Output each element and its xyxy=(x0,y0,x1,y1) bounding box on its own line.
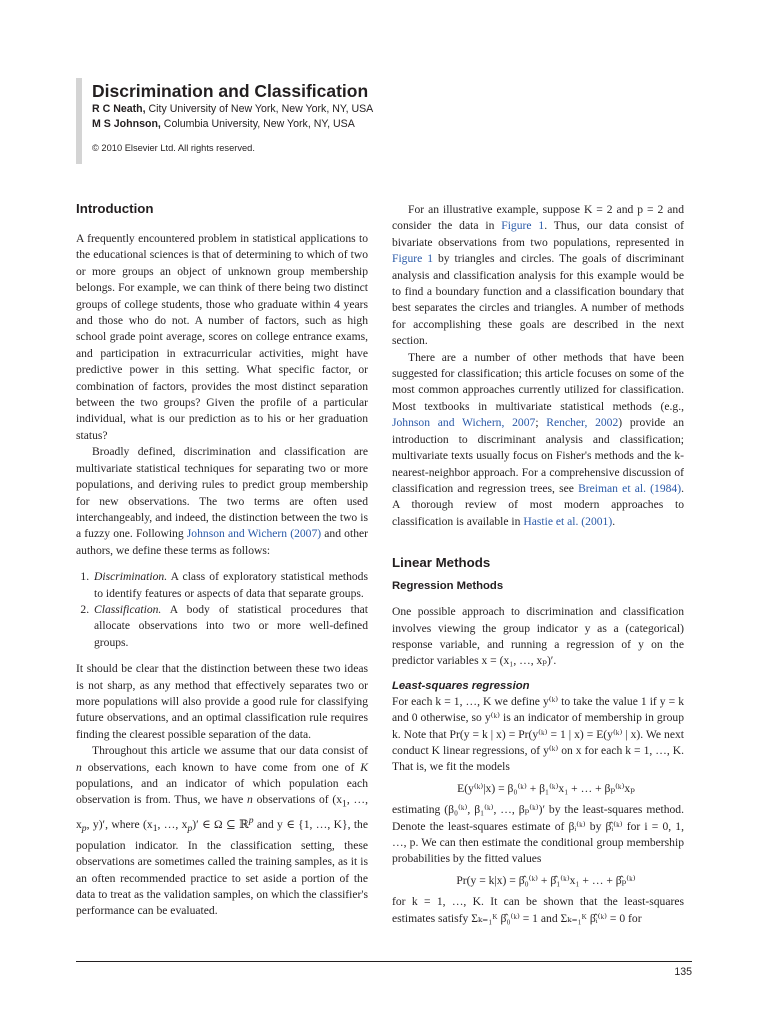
equation: E(y⁽ᵏ⁾|x) = β₀⁽ᵏ⁾ + β₁⁽ᵏ⁾x₁ + … + βₚ⁽ᵏ⁾xₚ xyxy=(457,781,635,795)
page-number: 135 xyxy=(674,966,692,978)
author-affiliation: City University of New York, New York, NY, USA xyxy=(145,103,374,115)
list-item xyxy=(92,602,368,651)
figure-link[interactable]: Figure 1 xyxy=(501,219,545,233)
paragraph: A frequently encountered problem in statistical applications to the educational sciences is that of determining to which of two or more groups an object of unknown group membership belongs. For example, we can think of there being two distinct groups of college students, those who graduate within 4 years and those who do not. A number of factors, such as high school grade point average, scores on college entrance exams, and participation in extracurricular activities, might have predictive power in this setting. What specific factor, or combination of factors, provides the most distinct separation between the two groups? Given the profile of a particular individual, what is our prediction as to his or her graduation status? xyxy=(76,232,368,442)
paragraph: For each k = 1, …, K we define y⁽ᵏ⁾ to take the value 1 if y = k and 0 otherwise, so y⁽ᵏ⁾ is an indicator of membership in group k. Note that Pr(y = k | x) = Pr(y⁽ᵏ⁾ = 1 | x) = E(y⁽ᵏ⁾ | x). We next conduct K linear regressions, of y⁽ᵏ⁾ on x for each k = 1, …, K. That is, we fit the models xyxy=(392,694,684,774)
text-run: , …, x xyxy=(157,817,188,831)
text-run: , y)′, where (x xyxy=(86,817,153,831)
figure-link[interactable]: Figure 1 xyxy=(392,252,434,266)
author-affiliation: Columbia University, New York, NY, USA xyxy=(160,118,355,130)
paragraph: for k = 1, …, K. It can be shown that the least-squares estimates satisfy Σₖ₌₁ᴷ β̂₀⁽ᵏ⁾ = 1 and Σₖ₌₁ᴷ β̂ᵢ⁽ᵏ⁾ = 0 for xyxy=(392,895,684,925)
text-run: observations of (x xyxy=(252,793,343,807)
copyright-notice: © 2010 Elsevier Ltd. All rights reserved. xyxy=(92,143,255,153)
text-run: )′ ∈ Ω ⊆ ℝ xyxy=(192,817,249,831)
definition-text: A class of exploratory statistical methods to identify features or aspects of data that separate groups. xyxy=(94,570,368,600)
text-run: . A thorough review of most modern approaches to classification is available in xyxy=(392,481,684,528)
text-run: by triangles and circles. The goals of discriminant analysis and classification analysis for this example would be to find a boundary function and a classification boundary that best separates the circles and triangles. A number of methods for accomplishing these goals are described in the next section. xyxy=(392,252,684,348)
subsubsection-heading-least-squares: Least-squares regression xyxy=(392,679,530,692)
article-header xyxy=(76,78,676,164)
subsection-heading-regression: Regression Methods xyxy=(392,580,504,593)
author-line xyxy=(92,117,676,132)
citation-link[interactable]: Hastie et al. (2001) xyxy=(523,514,613,528)
definition-text: A body of statistical procedures that allocate observations into two or more well-defined groups. xyxy=(94,602,368,649)
definition-term: Discrimination. xyxy=(94,570,168,584)
citation-link[interactable]: Rencher, 2002 xyxy=(546,416,619,430)
text-run: populations, and an indicator of which population each observation is from. Thus, we have xyxy=(76,777,368,807)
math-var: n xyxy=(247,793,253,807)
author-name: R C Neath, xyxy=(92,103,146,115)
author-line xyxy=(92,102,676,117)
text-run: and y ∈ {1, …, K}, the population indicator. In the classification setting, these observations are sometimes called the training samples, as it is an often recommended practice to set aside a portion of the data to treat as the validation samples, on which the classifier's performance can be evaluated. xyxy=(76,817,368,918)
paragraph: One possible approach to discrimination and classification involves viewing the group indicator y as a (categorical) response variable, and running a regression of y on the predictor variables x = (x₁, …, xₚ)′. xyxy=(392,605,684,668)
text-run: Throughout this article we assume that our data consist of xyxy=(92,744,368,758)
text-run: ) provide an introduction to discriminant analysis and classification; multivariate texts usually focus on Fisher's methods and the k-nearest-neighbor approach. For a comprehensive discussion of classification and regression trees, see xyxy=(392,416,684,495)
citation-link[interactable]: Breiman et al. (1984) xyxy=(578,481,682,495)
text-run: Broadly defined, discrimination and classification are multivariate statistical techniques for separating two or more populations, and deriving rules to predict group membership for new observations. The two terms are often used interchangeably, and indeed, the distinction between the two is a fuzzy one. Following xyxy=(76,445,368,541)
paragraph xyxy=(392,202,684,350)
math-var: n xyxy=(76,760,82,774)
section-heading-introduction: Introduction xyxy=(76,201,154,216)
definition-list xyxy=(76,569,368,651)
article-title: Discrimination and Classification xyxy=(92,81,369,101)
author-name: M S Johnson, xyxy=(92,118,161,130)
text-run: For an illustrative example, suppose K = 2 and p = 2 and consider the data in xyxy=(392,203,684,233)
list-item xyxy=(92,569,368,602)
equation: Pr(y = k|x) = β̂₀⁽ᵏ⁾ + β̂₁⁽ᵏ⁾x₁ + … + β̂ₚ⁽ᵏ⁾ xyxy=(456,873,636,887)
text-run: . xyxy=(612,514,616,528)
paragraph: estimating (β₀⁽ᵏ⁾, β₁⁽ᵏ⁾, …, βₚ⁽ᵏ⁾)′ by the least-squares method. Denote the least-squares estimate of βᵢ⁽ᵏ⁾ by β̂ᵢ⁽ᵏ⁾ for i = 0, 1, …, p. We can then estimate the conditional group membership probabilities by the fitted values xyxy=(392,803,684,866)
citation-link[interactable]: Johnson and Wichern (2007) xyxy=(186,527,322,541)
text-run: . Thus, our data consist of bivariate observations from two populations, represented in xyxy=(392,219,684,249)
paragraph: It should be clear that the distinction between these two ideas is not sharp, as any method that effectively separates two or more populations will also provide a good rule for classifying future observations, and an optimal classification rule requires finding the clearest possible separation of the data. xyxy=(76,662,368,741)
section-heading-linear-methods: Linear Methods xyxy=(392,555,491,571)
text-run: observations, each known to have come from one of xyxy=(81,760,361,774)
paragraph xyxy=(76,444,368,559)
math-var: K xyxy=(360,760,368,774)
citation-link[interactable]: Johnson and Wichern, 2007 xyxy=(392,416,536,430)
text-run: ; xyxy=(535,416,547,430)
footer-rule xyxy=(76,961,692,962)
definition-term: Classification. xyxy=(94,602,162,616)
text-run: There are a number of other methods that have been suggested for classification; this article focuses on some of the most common approaches currently utilized for classification. Most textbooks in multivariate statistical methods (e.g., xyxy=(392,350,684,413)
text-run: and other authors, we define these terms as follows: xyxy=(76,527,368,557)
paragraph: Throughout this article we assume that our data consist of n observations, each known to have come from one of K populations, and an indicator of which population each observation is from. Thus, we have n observations of ($x_1$, …, $x_p$, y)′, where ($x_1$, …, $x_p)'$ ∈ Ω ⊆ ℝ$^p$ and y ∈ {1, …, K}, the population indicator. In the classification setting, these observations are sometimes called the training samples, as it is an often recommended practice to set aside a portion of the data to treat as the validation samples, on which the classifier's performance can be evaluated. xyxy=(76,744,368,918)
left-column xyxy=(76,200,368,920)
right-column xyxy=(392,202,684,927)
text-run: , …, x xyxy=(76,793,368,831)
paragraph xyxy=(392,350,684,530)
